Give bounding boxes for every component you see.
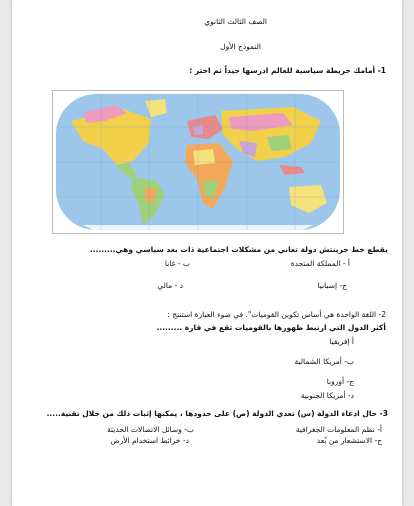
q2-stem: 2- اللغة الواحدة هي أساس تكوين القوميات". في ضوء العبارة استنتج :: [167, 310, 386, 319]
q1-option-d: د - مالي: [157, 281, 183, 290]
q3-option-a: أ- نظم المعلومات الجغرافية: [295, 425, 382, 434]
world-political-map: [52, 90, 344, 234]
q2-sub: أكثر الدول التي ارتبط ظهورها بالقوميات تقع في قارة .........: [156, 323, 386, 332]
model-title: النموذج الأول: [220, 42, 261, 51]
q1-option-b: ب - غانا: [164, 259, 190, 268]
q1-stem: 1- أمامك خريطة سياسية للعالم ادرسها جيداً ثم اختر :: [189, 66, 386, 75]
q3-option-c: ج- الاستشعار من بُعد: [316, 436, 382, 445]
q1-option-c: ج- إسبانيا: [317, 281, 347, 290]
q2-option-a: أ إفريقيا: [329, 337, 354, 346]
grade-title: الصف الثالث الثانوي: [204, 17, 267, 26]
q2-option-b: ب- أمريكا الشمالية: [294, 357, 354, 366]
q1-option-a: أ - المملكة المتحدة: [290, 259, 350, 268]
q3-stem: 3- حال ادعاء الدولة (س) تعدي الدولة (ص) على حدودها ، يمكنها إثبات ذلك من خلال تقنية.....: [46, 409, 388, 418]
worksheet-page: [12, 0, 402, 506]
q3-option-b: ب- وسائل الاتصالات الحديثة: [107, 425, 194, 434]
q1-sub: يقطع خط جرينتش دولة تعاني من مشكلات اجتماعية ذات بعد سياسي وهي.........: [89, 245, 388, 254]
q2-option-d: د- أمريكا الجنوبية: [300, 391, 354, 400]
q3-option-d: د- خرائط استخدام الأرض: [110, 436, 189, 445]
q2-option-c: ج- أوروبا: [326, 377, 354, 386]
